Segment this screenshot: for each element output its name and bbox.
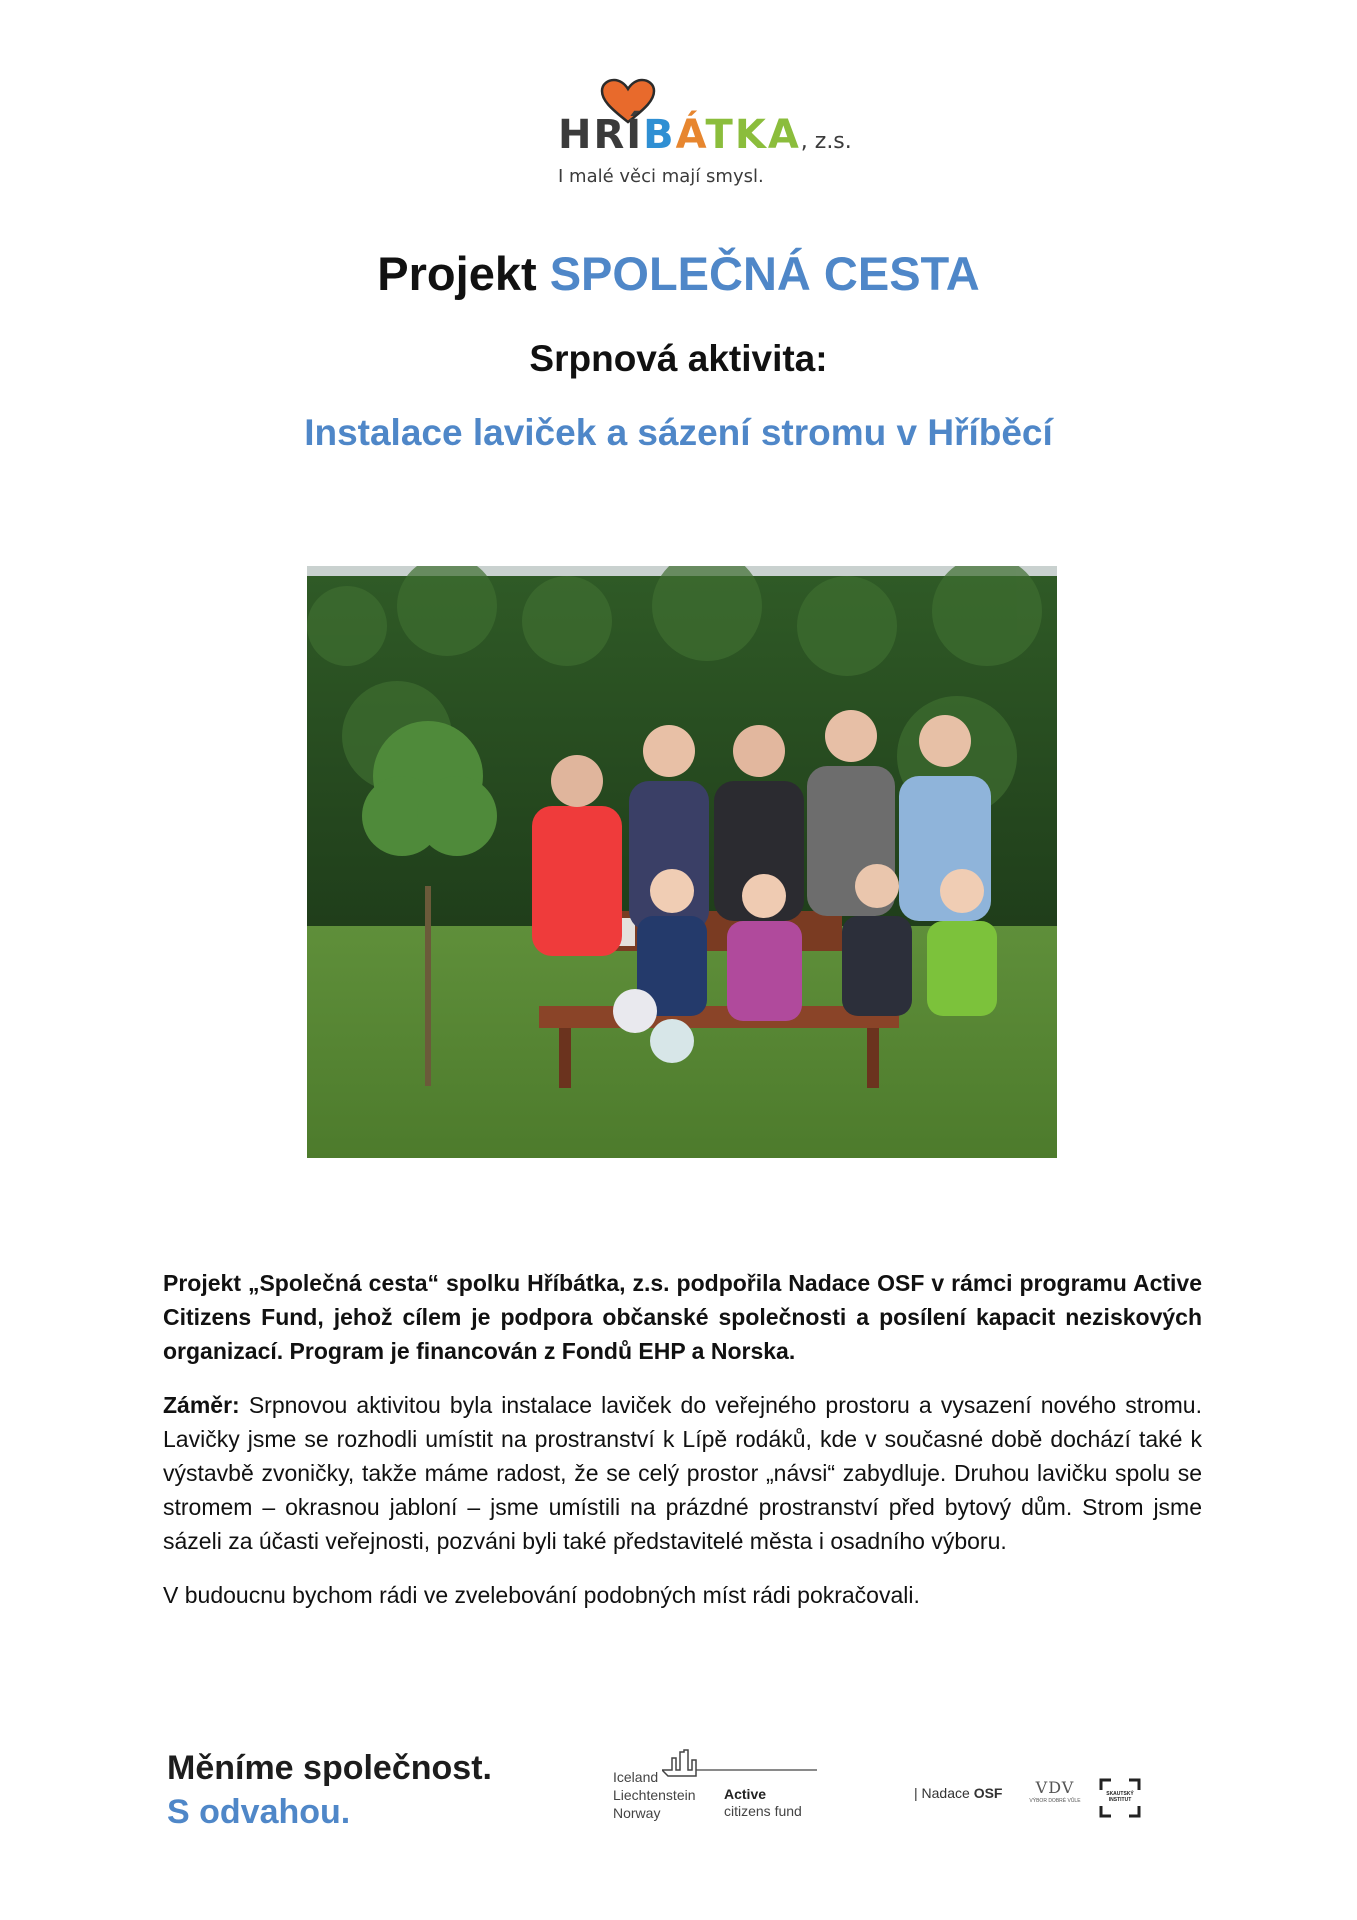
slogan-line-1: Měníme společnost. bbox=[167, 1749, 492, 1787]
skautsky-institut-logo bbox=[1099, 1778, 1141, 1818]
logo-suffix: , z.s. bbox=[800, 129, 852, 154]
country-name: Liechtenstein bbox=[613, 1787, 696, 1803]
vdv-text: VÝBOR DOBRÉ VŮLE bbox=[1029, 1798, 1081, 1804]
group-photo bbox=[307, 566, 1057, 1158]
page-title bbox=[0, 246, 1357, 301]
eea-norway-grants-logo bbox=[612, 1748, 817, 1821]
vdv-logo bbox=[1027, 1778, 1083, 1804]
logo-name-part: TKA bbox=[705, 112, 801, 158]
skaut-text: SKAUTSKÝ INSTITUT bbox=[1106, 1791, 1134, 1803]
osf-name: OSF bbox=[973, 1785, 1003, 1801]
logo-name bbox=[558, 112, 852, 158]
footer-slogan bbox=[167, 1746, 492, 1834]
logo-name-part: Á bbox=[675, 112, 706, 158]
eea-countries bbox=[613, 1768, 696, 1822]
logo-tagline: I malé věci mají smysl. bbox=[558, 166, 764, 187]
logo-name-part: HRÍ bbox=[558, 112, 644, 158]
lead-paragraph: Projekt „Společná cesta“ spolku Hříbátka, z.s. podpořila Nadace OSF v rámci programu Active Citizens Fund, jehož cílem je podpora občanské společnosti a posílení kapacit neziskových organizací. Program je financován z Fondů EHP a Norska. bbox=[163, 1270, 1202, 1364]
country-name: Iceland bbox=[613, 1769, 659, 1785]
vdv-mark: VDV bbox=[1035, 1778, 1075, 1797]
headline: Instalace laviček a sázení stromu v Hříběcí bbox=[304, 412, 1053, 453]
title-accent: SPOLEČNÁ CESTA bbox=[549, 247, 980, 300]
active-citizens-fund bbox=[724, 1786, 802, 1820]
country-name: Norway bbox=[613, 1805, 661, 1821]
aim-text: Srpnovou aktivitou byla instalace laviček do veřejného prostoru a vysazení nového stromu. Lavičky jsme se rozhodli umístit na prostranství k Lípě rodáků, kde v současné době dochází také k výstavbě zvoničky, takže máme radost, že se celý prostor „návsi“ zabydluje. Druhou lavičku spolu se stromem – okrasnou jabloní – jsme umístili na prázdné prostranství před bytový dům. Strom jsme sázeli za účasti veřejnosti, pozváni byli také představitelé města i osadního výboru. bbox=[163, 1392, 1202, 1554]
nadace-osf-logo: | Nadace OSF bbox=[914, 1785, 1003, 1801]
osf-prefix: Nadace bbox=[921, 1785, 974, 1801]
subtitle: Srpnová aktivita: bbox=[529, 338, 828, 379]
slogan-line-2: S odvahou. bbox=[167, 1793, 351, 1831]
logo-name-part: B bbox=[643, 112, 676, 158]
aim-paragraph bbox=[163, 1388, 1202, 1558]
closing-paragraph: V budoucnu bychom rádi ve zvelebování podobných míst rádi pokračovali. bbox=[163, 1582, 920, 1608]
title-prefix: Projekt bbox=[377, 247, 537, 300]
organization-logo bbox=[0, 70, 1357, 200]
fund-line-2: citizens fund bbox=[724, 1803, 802, 1819]
fund-line-1: Active bbox=[724, 1786, 767, 1802]
body-text bbox=[163, 1266, 1202, 1632]
aim-label: Záměr: bbox=[163, 1392, 240, 1418]
